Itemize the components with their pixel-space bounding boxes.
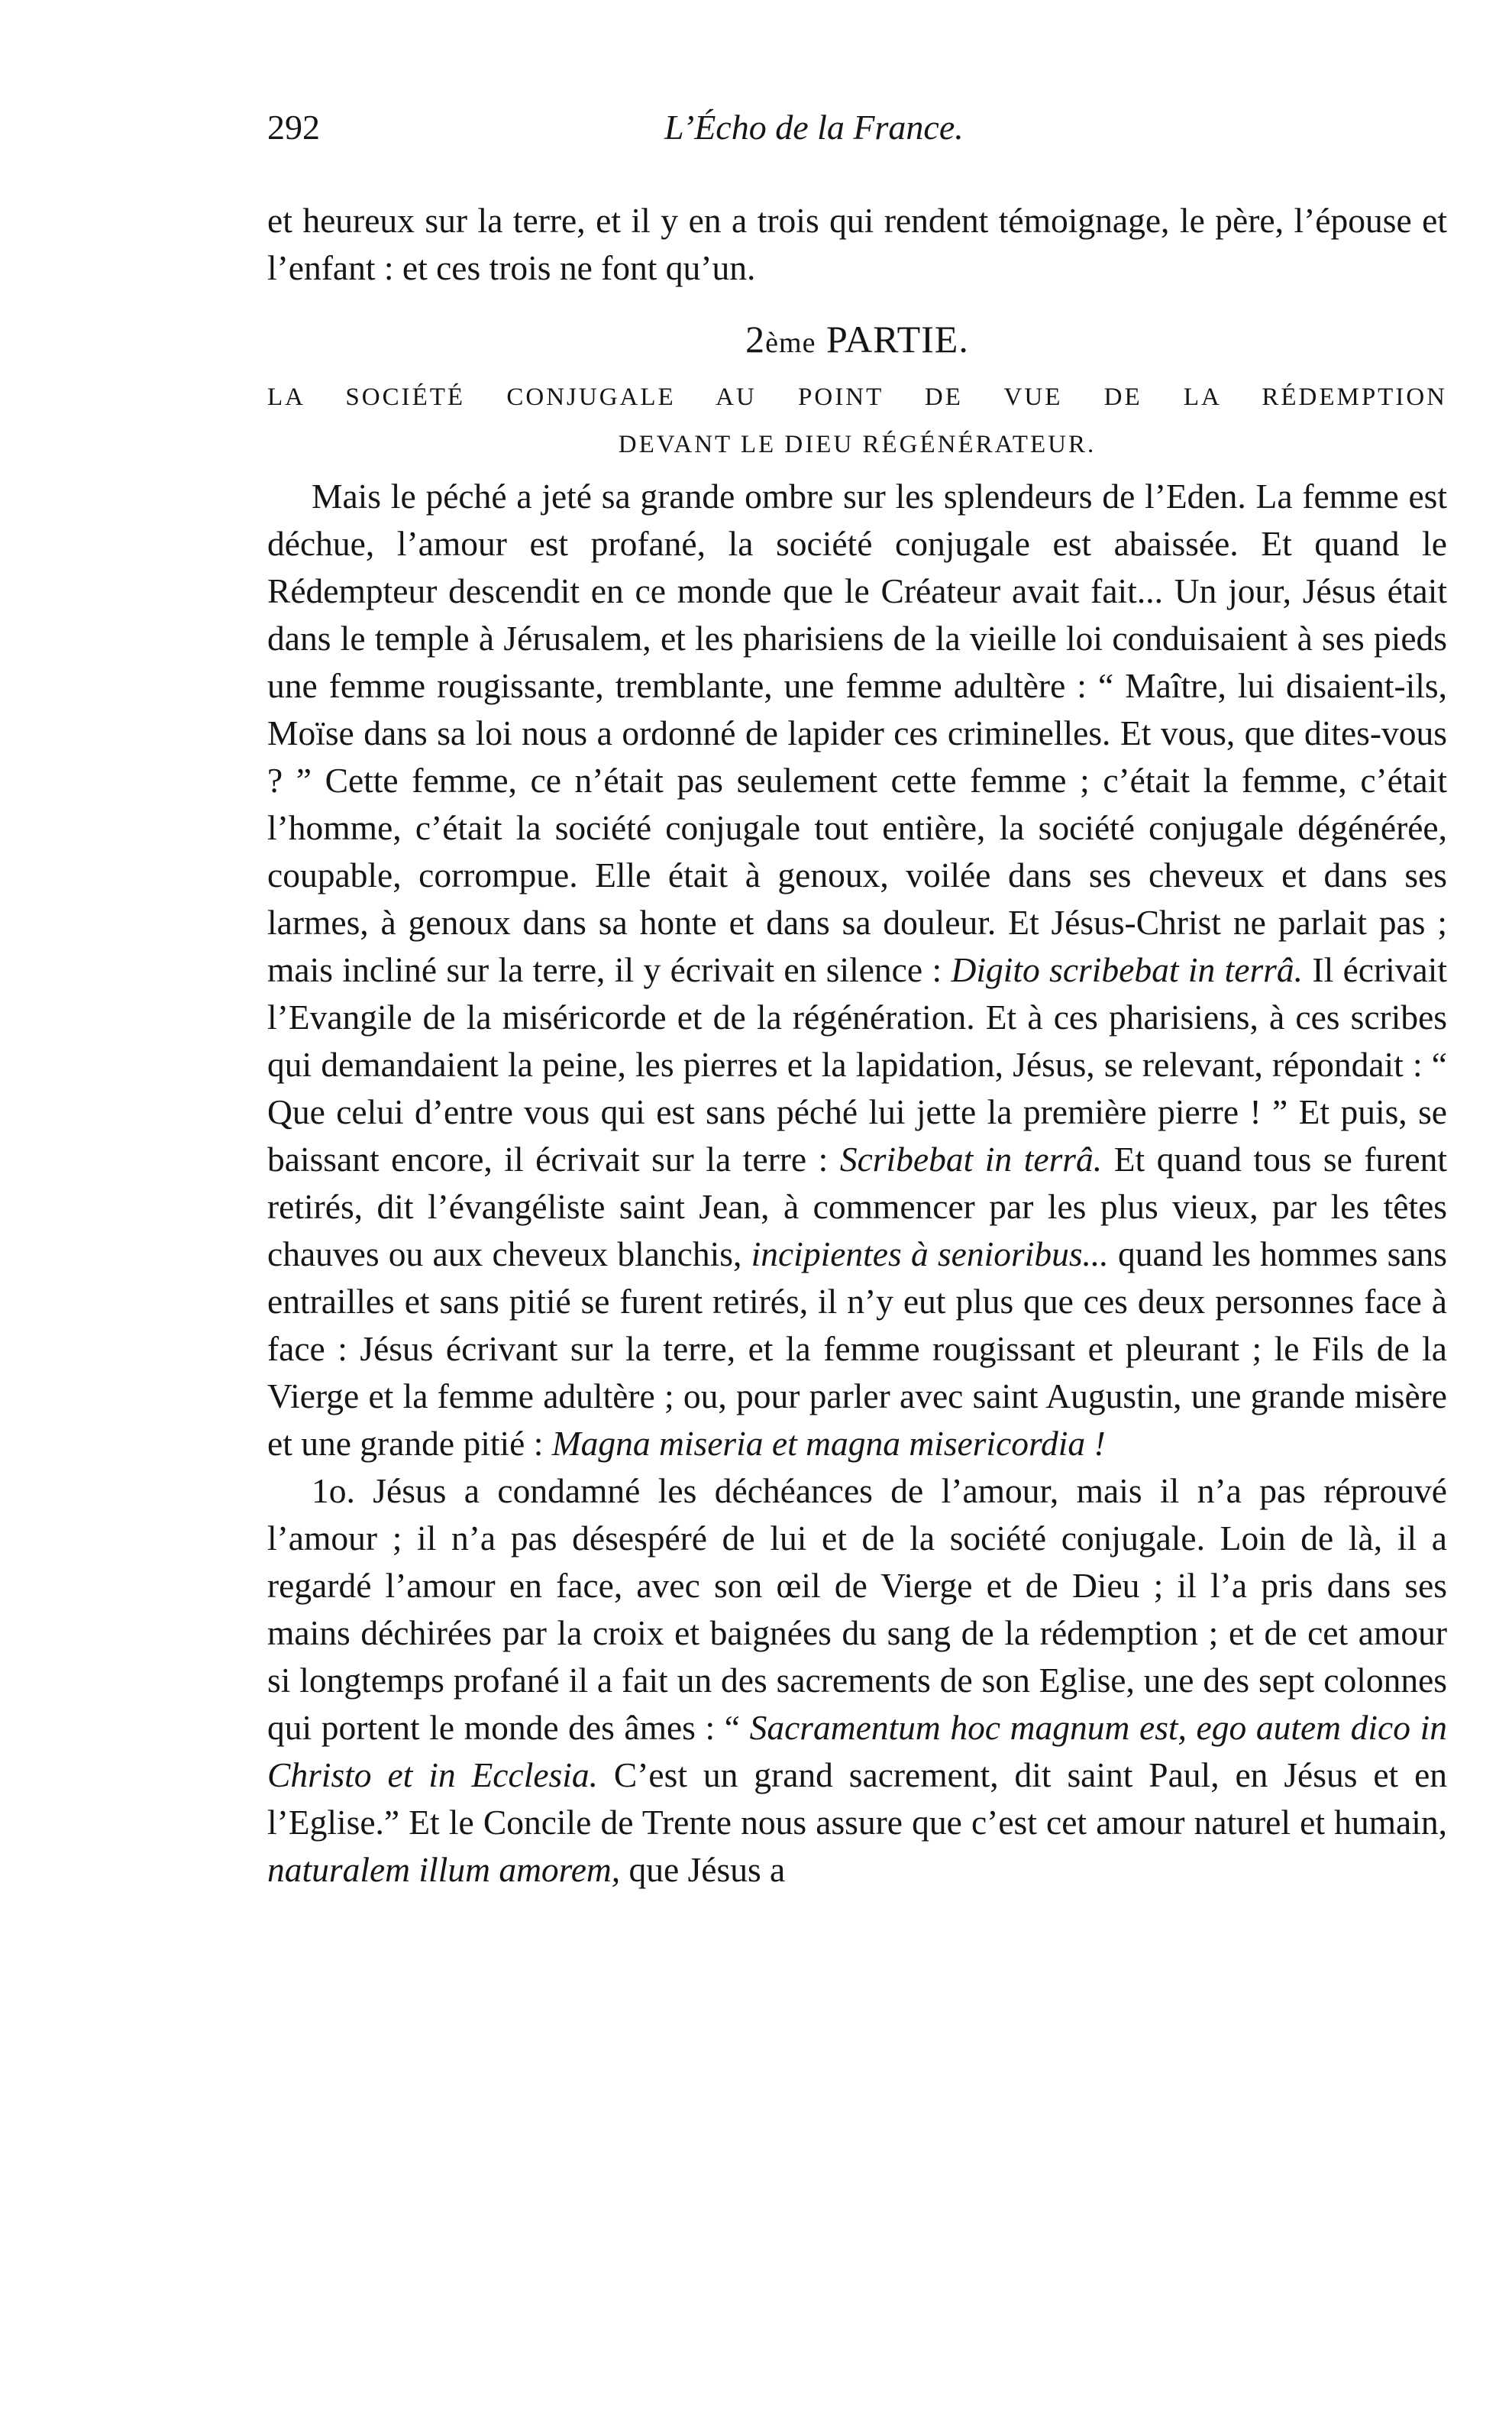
paragraph-text: Mais le péché a jeté sa grande ombre sur les splendeurs de l’Eden. La femme est déchue, l’amour est profané, la société conjugale est abaissée. Et quand le Rédempteur descendit en ce monde que le Créateur avait fait... Un jour, Jésus était dans le temple à Jérusalem, et les pharisiens de la vieille loi conduisaient à ses pieds une femme rougissante, tremblante, une femme adultère : “ Maître, lui disaient-ils, Moïse dans sa loi nous a ordonné de lapider ces criminelles. Et vous, que dites-vous ? ” Cette femme, ce n’était pas seulement cette femme ; c’était la femme, c’était l’homme, c’était la société conjugale tout entière, la société conjugale dégénérée, coupable, corrompue. Elle était à genoux, voilée dans ses cheveux et dans ses larmes, à genoux dans sa honte et dans sa douleur. Et Jésus-Christ ne parlait pas ; mais incliné sur la terre, il y écrivait en silence : xyxy=(267,477,1447,989)
section-heading-line-1: LA SOCIÉTÉ CONJUGALE AU POINT DE VUE DE LA RÉDEMPTION xyxy=(267,383,1447,411)
latin-quote: naturalem illum amorem, xyxy=(267,1850,621,1889)
part-heading xyxy=(267,315,1447,367)
page-number: 292 xyxy=(267,108,320,147)
opening-paragraph: et heureux sur la terre, et il y en a trois qui rendent témoignage, le père, l’épouse et l’enfant : et ces trois ne font qu’un. xyxy=(267,201,1447,287)
paragraph-text: 1o. Jésus a condamné les déchéances de l’amour, mais il n’a pas réprouvé l’amour ; il n’a pas désespéré de lui et de la société conjugale. Loin de là, il a regardé l’amour en face, avec son œil de Vierge et de Dieu ; il l’a pris dans ses mains déchirées par la croix et baignées du sang de la rédemption ; et de cet amour si longtemps profané il a fait un des sacrements de son Eglise, une des sept colonnes qui portent le monde des âmes : “ xyxy=(267,1471,1447,1747)
paragraph-text: Il écrivait l’Evangile de la miséricorde et de la régénération. Et à ces pharisiens, à ces scribes qui demandaient la peine, les pierres et la lapidation, Jésus, se relevant, répondait : “ Que celui d’entre vous qui est sans péché lui jette la première pierre ! ” Et puis, se baissant encore, il écrivait sur la terre : xyxy=(267,950,1448,1179)
latin-quote: Magna miseria et magna misericordia ! xyxy=(551,1424,1106,1463)
section-heading xyxy=(267,374,1447,468)
paragraph-text: quand les hommes sans entrailles et sans pitié se furent retirés, il n’y eut plus que ces deux personnes face à face : Jésus écrivant sur la terre, et la femme rougissant et pleurant ; le Fils de la Vierge et la femme adultère ; ou, pour parler avec saint Augustin, une grande misère et une grande pitié : xyxy=(267,1234,1447,1463)
paragraph-text: Et quand tous se furent retirés, dit l’évangéliste saint Jean, à commencer par les plus vieux, par les têtes chauves ou aux cheveux blanchis, xyxy=(267,1140,1447,1273)
running-header xyxy=(267,107,1447,168)
part-number-suffix: ème xyxy=(765,327,816,359)
part-number: 2 xyxy=(745,318,766,361)
latin-quote: incipientes à senioribus... xyxy=(751,1234,1109,1273)
latin-quote: Digito scribebat in terrâ. xyxy=(951,950,1304,989)
paragraph-text: que Jésus a xyxy=(620,1850,786,1889)
paragraph-sacrament xyxy=(267,1467,1447,1894)
running-title: L’Écho de la France. xyxy=(664,108,964,147)
body-text xyxy=(267,197,1447,1894)
latin-quote: Scribebat in terrâ. xyxy=(839,1140,1103,1179)
paragraph-redemption xyxy=(267,473,1447,1467)
section-heading-line-2: DEVANT LE DIEU RÉGÉNÉRATEUR. xyxy=(618,431,1097,458)
part-word: PARTIE. xyxy=(825,318,969,361)
latin-quote: Sacramentum hoc magnum est, ego autem dico in Christo et in Ecclesia. xyxy=(267,1708,1447,1794)
paragraph-text: C’est un grand sacrement, dit saint Paul, en Jésus et en l’Eglise.” Et le Concile de Trente nous assure que c’est cet amour naturel et humain, xyxy=(267,1755,1448,1842)
